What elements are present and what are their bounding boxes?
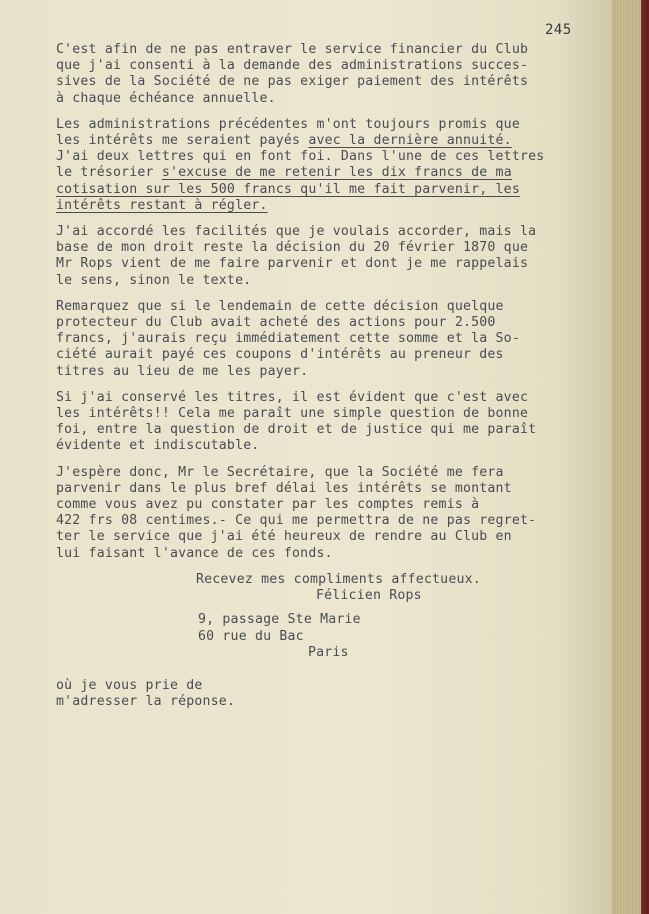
text-line: titres au lieu de me les payer. xyxy=(56,363,309,379)
text-line: foi, entre la question de droit et de justice qui me paraît xyxy=(56,422,537,438)
text-line: J'espère donc, Mr le Secrétaire, que la Société me fera xyxy=(56,464,504,480)
underlined-line: intérêts restant à régler. xyxy=(56,197,268,213)
text-line: base de mon droit reste la décision du 20 février 1870 que xyxy=(56,240,529,256)
text-segment: les intérêts me seraient payés xyxy=(56,133,309,149)
address-city: Paris xyxy=(308,644,349,660)
book-page-edges xyxy=(612,0,649,914)
address-line: 9, passage Ste Marie xyxy=(198,612,361,628)
paragraph-4 xyxy=(56,299,576,380)
text-line: 422 frs 08 centimes.- Ce qui me permettra de ne pas regret- xyxy=(56,513,537,529)
underlined-line: cotisation sur les 500 francs qu'il me fait parvenir, les xyxy=(56,181,520,197)
text-line: J'ai deux lettres qui en font foi. Dans l'une de ces lettres xyxy=(56,149,545,165)
text-line: Mr Rops vient de me faire parvenir et dont je me rappelais xyxy=(56,256,529,272)
text-line: Si j'ai conservé les titres, il est évident que c'est avec xyxy=(56,389,529,405)
page-number: 245 xyxy=(545,22,572,38)
text-line: protecteur du Club avait acheté des actions pour 2.500 xyxy=(56,315,496,331)
text-line: sives de la Société de ne pas exiger paiement des intérêts xyxy=(56,74,529,90)
text-line: ter le service que j'ai été heureux de rendre au Club en xyxy=(56,529,512,545)
underlined-text: avec la dernière annuité. xyxy=(308,133,512,149)
text-line: Remarquez que si le lendemain de cette décision quelque xyxy=(56,298,504,314)
paragraph-5 xyxy=(56,390,576,455)
text-line: Les administrations précédentes m'ont toujours promis que xyxy=(56,116,520,132)
postscript-line: m'adresser la réponse. xyxy=(56,694,236,710)
text-line: francs, j'aurais reçu immédiatement cette somme et la So- xyxy=(56,331,520,347)
text-line: comme vous avez pu constater par les comptes remis à xyxy=(56,497,480,513)
paragraph-1 xyxy=(56,42,576,107)
underlined-text: s'excuse de me retenir les dix francs de ma xyxy=(161,165,512,181)
text-line: parvenir dans le plus bref délai les intérêts se montant xyxy=(56,480,512,496)
paragraph-3 xyxy=(56,224,576,289)
closing-greeting: Recevez mes compliments affectueux. xyxy=(196,572,481,587)
text-line: ciété aurait payé ces coupons d'intérêts au preneur des xyxy=(56,347,504,363)
text-line: C'est afin de ne pas entraver le service financier du Club xyxy=(56,42,529,57)
text-line: que j'ai consenti à la demande des administrations succes- xyxy=(56,58,529,74)
signature: Félicien Rops xyxy=(316,588,422,604)
text-line xyxy=(56,133,576,149)
text-line: lui faisant l'avance de ces fonds. xyxy=(56,545,333,561)
closing-block xyxy=(56,572,576,661)
postscript xyxy=(56,678,235,710)
text-line: le sens, sinon le texte. xyxy=(56,272,252,288)
paragraph-6 xyxy=(56,465,576,562)
postscript-line: où je vous prie de xyxy=(56,678,203,693)
letter-body xyxy=(56,42,576,572)
text-line xyxy=(56,165,576,181)
text-segment: le trésorier xyxy=(56,165,162,181)
text-line: à chaque échéance annuelle. xyxy=(56,90,276,106)
text-line: les intérêts!! Cela me paraît une simple question de bonne xyxy=(56,406,529,422)
paragraph-2 xyxy=(56,117,576,214)
text-line: évidente et indiscutable. xyxy=(56,438,260,454)
address-line: 60 rue du Bac xyxy=(198,628,304,644)
text-line: J'ai accordé les facilités que je voulais accorder, mais la xyxy=(56,224,537,240)
